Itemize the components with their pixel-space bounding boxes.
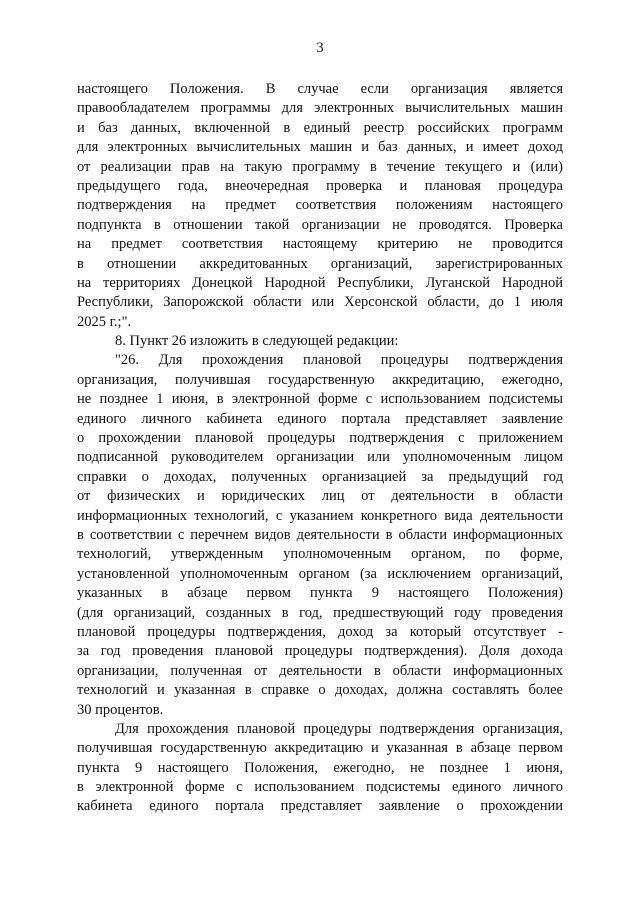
text-line: на территориях Донецкой Народной Республики, Луганской Народной: [77, 274, 563, 291]
text-line: получившая государственную аккредитацию и указанная в абзаце первом: [77, 740, 563, 757]
text-line: за год проведения плановой процедуры подтверждения). Доля дохода: [77, 643, 563, 660]
text-line: пункта 9 настоящего Положения, ежегодно, не позднее 1 июня,: [77, 759, 563, 776]
text-line: установленной уполномоченным органом (за исключением организаций,: [77, 565, 563, 582]
text-line: в электронной форме с использованием подсистемы единого личного: [77, 779, 563, 796]
text-line: для электронных вычислительных машин и баз данных, и имеет доход: [77, 139, 563, 156]
text-line: указанных в абзаце первом пункта 9 настоящего Положения): [77, 585, 563, 602]
text-line: 2025 г.;".: [77, 313, 132, 330]
text-line: подписанной руководителем организации или уполномоченным лицом: [77, 449, 563, 466]
text-line: информационных технологий, с указанием конкретного вида деятельности: [77, 507, 563, 524]
text-line: подтверждения на предмет соответствия положениям настоящего: [77, 197, 563, 214]
text-line: плановой процедуры подтверждения, доход за который отсутствует -: [77, 623, 563, 640]
text-line: справки о доходах, полученных организацией за предыдущий год: [77, 468, 563, 485]
text-line: предыдущего года, внеочередная проверка и плановая процедура: [77, 177, 563, 194]
text-line: Республики, Запорожской области или Херсонской области, до 1 июля: [77, 294, 563, 311]
text-line: Для прохождения плановой процедуры подтверждения организация,: [115, 720, 563, 737]
text-line: 8. Пункт 26 изложить в следующей редакции:: [115, 333, 399, 350]
document-body: [77, 80, 563, 817]
text-line: технологий и указанная в справке о доходах, должна составлять более: [77, 682, 563, 699]
text-line: (для организаций, созданных в год, предшествующий году проведения: [77, 604, 563, 621]
text-line: кабинета единого портала представляет заявление о прохождении: [77, 798, 563, 815]
text-line: подпункта в отношении такой организации не проводятся. Проверка: [77, 216, 563, 233]
text-line: правообладателем программы для электронных вычислительных машин: [77, 100, 563, 117]
text-line: от реализации прав на такую программу в течение текущего и (или): [77, 158, 563, 175]
text-line: единого личного кабинета единого портала представляет заявление: [77, 410, 563, 427]
text-line: технологий, утвержденным уполномоченным органом, по форме,: [77, 546, 563, 563]
text-line: от физических и юридических лиц от деятельности в области: [77, 488, 563, 505]
text-line: о прохождении плановой процедуры подтверждения с приложением: [77, 430, 563, 447]
text-line: организация, получившая государственную аккредитацию, ежегодно,: [77, 371, 563, 388]
text-line: настоящего Положения. В случае если организация является: [77, 81, 563, 97]
text-line: и баз данных, включенной в единый реестр российских программ: [77, 119, 563, 136]
text-line: организации, полученная от деятельности в области информационных: [77, 662, 563, 679]
text-line: в соответствии с перечнем видов деятельности в области информационных: [77, 526, 563, 543]
text-line: на предмет соответствия настоящему критерию не проводится: [77, 236, 563, 253]
text-line: 30 процентов.: [77, 701, 164, 718]
text-line: "26. Для прохождения плановой процедуры подтверждения: [115, 352, 563, 369]
text-line: не позднее 1 июня, в электронной форме с использованием подсистемы: [77, 391, 563, 408]
page-number: 3: [316, 40, 324, 56]
text-line: в отношении аккредитованных организаций, зарегистрированных: [77, 255, 563, 272]
